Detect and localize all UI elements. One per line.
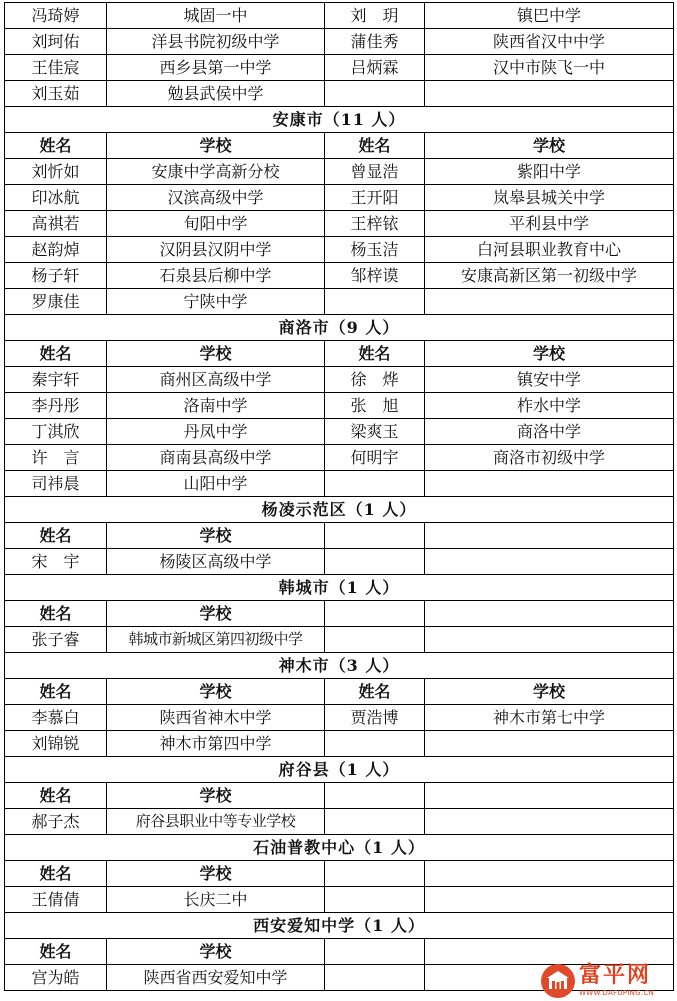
school-name-cell	[425, 81, 674, 107]
student-name-cell	[325, 627, 425, 653]
column-header-row	[5, 783, 674, 809]
section-title-row	[5, 913, 674, 939]
section-title: 石油普教中心（1 人）	[5, 835, 674, 861]
section-title-row	[5, 497, 674, 523]
student-name-cell: 宫为皓	[5, 965, 107, 991]
empty-header-cell	[325, 783, 425, 809]
school-name-cell: 杨陵区高级中学	[107, 549, 325, 575]
school-name-cell: 神木市第四中学	[107, 731, 325, 757]
section-title-row	[5, 835, 674, 861]
column-header-row	[5, 939, 674, 965]
school-name-cell: 汉滨高级中学	[107, 185, 325, 211]
section-title-row	[5, 315, 674, 341]
table-row	[5, 705, 674, 731]
student-name-cell: 王开阳	[325, 185, 425, 211]
student-name-cell	[325, 81, 425, 107]
table-row	[5, 445, 674, 471]
school-name-cell	[425, 471, 674, 497]
student-name-cell	[325, 809, 425, 835]
student-name-cell: 郝子杰	[5, 809, 107, 835]
column-header-row	[5, 133, 674, 159]
school-name-cell: 陕西省汉中中学	[425, 29, 674, 55]
school-column-header: 学校	[107, 679, 325, 705]
school-name-cell: 韩城市新城区第四初级中学	[107, 627, 325, 653]
watermark-logo-icon	[541, 964, 575, 998]
section-title: 西安爱知中学（1 人）	[5, 913, 674, 939]
column-header-row	[5, 341, 674, 367]
table-row	[5, 159, 674, 185]
school-column-header: 学校	[425, 679, 674, 705]
school-name-cell: 神木市第七中学	[425, 705, 674, 731]
student-name-cell: 何明宇	[325, 445, 425, 471]
student-name-cell: 秦宇轩	[5, 367, 107, 393]
empty-header-cell	[425, 783, 674, 809]
student-name-cell	[325, 887, 425, 913]
school-name-cell	[425, 289, 674, 315]
school-name-cell: 岚皋县城关中学	[425, 185, 674, 211]
school-column-header: 学校	[425, 341, 674, 367]
school-column-header: 学校	[107, 861, 325, 887]
column-header-row	[5, 601, 674, 627]
student-name-cell: 司祎晨	[5, 471, 107, 497]
section-title: 杨凌示范区（1 人）	[5, 497, 674, 523]
student-name-cell: 张 旭	[325, 393, 425, 419]
school-name-cell: 紫阳中学	[425, 159, 674, 185]
student-name-cell: 刘 玥	[325, 3, 425, 29]
empty-header-cell	[325, 861, 425, 887]
school-name-cell	[425, 549, 674, 575]
student-name-cell	[325, 731, 425, 757]
name-column-header: 姓名	[5, 939, 107, 965]
table-row	[5, 627, 674, 653]
empty-header-cell	[425, 939, 674, 965]
student-name-cell: 印冰航	[5, 185, 107, 211]
school-name-cell: 白河县职业教育中心	[425, 237, 674, 263]
student-name-cell: 刘锦锐	[5, 731, 107, 757]
name-column-header: 姓名	[5, 783, 107, 809]
table-row	[5, 887, 674, 913]
school-name-cell: 商州区高级中学	[107, 367, 325, 393]
school-name-cell	[425, 731, 674, 757]
student-name-cell: 梁爽玉	[325, 419, 425, 445]
column-header-row	[5, 523, 674, 549]
name-column-header: 姓名	[5, 679, 107, 705]
empty-header-cell	[425, 861, 674, 887]
school-name-cell: 旬阳中学	[107, 211, 325, 237]
school-name-cell: 石泉县后柳中学	[107, 263, 325, 289]
school-name-cell	[425, 887, 674, 913]
student-name-cell: 吕炳霖	[325, 55, 425, 81]
school-column-header: 学校	[107, 601, 325, 627]
school-name-cell: 长庆二中	[107, 887, 325, 913]
section-title: 安康市（11 人）	[5, 107, 674, 133]
student-name-cell: 杨玉洁	[325, 237, 425, 263]
student-name-cell: 高祺若	[5, 211, 107, 237]
column-header-row	[5, 861, 674, 887]
school-column-header: 学校	[107, 341, 325, 367]
school-name-cell: 商南县高级中学	[107, 445, 325, 471]
school-name-cell: 汉中市陕飞一中	[425, 55, 674, 81]
student-name-cell: 徐 烨	[325, 367, 425, 393]
student-name-cell: 曾显浩	[325, 159, 425, 185]
section-title-row	[5, 107, 674, 133]
section-title: 韩城市（1 人）	[5, 575, 674, 601]
empty-header-cell	[425, 523, 674, 549]
student-name-cell: 李丹彤	[5, 393, 107, 419]
school-name-cell: 汉阴县汉阴中学	[107, 237, 325, 263]
name-column-header: 姓名	[5, 523, 107, 549]
table-row	[5, 55, 674, 81]
table-row	[5, 393, 674, 419]
student-name-cell: 许 言	[5, 445, 107, 471]
watermark-url: WWW.DAFUPING.CN	[579, 989, 655, 997]
school-name-cell: 商洛中学	[425, 419, 674, 445]
section-title: 商洛市（9 人）	[5, 315, 674, 341]
section-title-row	[5, 757, 674, 783]
empty-header-cell	[325, 601, 425, 627]
student-name-cell: 赵韵焯	[5, 237, 107, 263]
table-row	[5, 367, 674, 393]
school-name-cell: 商洛市初级中学	[425, 445, 674, 471]
school-name-cell	[425, 627, 674, 653]
table-row	[5, 263, 674, 289]
award-list-body	[5, 3, 674, 991]
student-name-cell: 罗康佳	[5, 289, 107, 315]
school-name-cell: 丹凤中学	[107, 419, 325, 445]
school-column-header: 学校	[107, 939, 325, 965]
school-name-cell: 城固一中	[107, 3, 325, 29]
column-header-row	[5, 679, 674, 705]
school-name-cell: 洛南中学	[107, 393, 325, 419]
student-name-cell	[325, 471, 425, 497]
school-name-cell: 西乡县第一中学	[107, 55, 325, 81]
student-name-cell: 邹梓谟	[325, 263, 425, 289]
table-row	[5, 3, 674, 29]
school-column-header: 学校	[107, 783, 325, 809]
site-watermark	[541, 963, 673, 999]
award-list-table	[4, 2, 674, 991]
student-name-cell: 王佳宸	[5, 55, 107, 81]
student-name-cell	[325, 549, 425, 575]
table-row	[5, 419, 674, 445]
student-name-cell: 刘忻如	[5, 159, 107, 185]
school-name-cell: 陕西省神木中学	[107, 705, 325, 731]
student-name-cell	[325, 289, 425, 315]
school-name-cell: 安康高新区第一初级中学	[425, 263, 674, 289]
empty-header-cell	[425, 601, 674, 627]
school-name-cell: 山阳中学	[107, 471, 325, 497]
school-name-cell: 镇巴中学	[425, 3, 674, 29]
school-name-cell: 安康中学高新分校	[107, 159, 325, 185]
name-column-header: 姓名	[5, 341, 107, 367]
student-name-cell: 宋 宇	[5, 549, 107, 575]
section-title-row	[5, 653, 674, 679]
school-name-cell: 平利县中学	[425, 211, 674, 237]
section-title: 府谷县（1 人）	[5, 757, 674, 783]
table-row	[5, 549, 674, 575]
school-name-cell: 柞水中学	[425, 393, 674, 419]
school-name-cell: 镇安中学	[425, 367, 674, 393]
school-column-header: 学校	[107, 523, 325, 549]
table-row	[5, 289, 674, 315]
school-column-header: 学校	[107, 133, 325, 159]
school-name-cell: 府谷县职业中等专业学校	[107, 809, 325, 835]
student-name-cell: 蒲佳秀	[325, 29, 425, 55]
award-list-sheet	[4, 2, 673, 991]
table-row	[5, 809, 674, 835]
name-column-header: 姓名	[325, 133, 425, 159]
student-name-cell: 贾浩博	[325, 705, 425, 731]
table-row	[5, 81, 674, 107]
student-name-cell: 冯琦婷	[5, 3, 107, 29]
student-name-cell: 刘珂佑	[5, 29, 107, 55]
school-name-cell: 勉县武侯中学	[107, 81, 325, 107]
table-row	[5, 185, 674, 211]
table-row	[5, 237, 674, 263]
student-name-cell: 张子睿	[5, 627, 107, 653]
student-name-cell: 丁淇欣	[5, 419, 107, 445]
name-column-header: 姓名	[5, 861, 107, 887]
school-column-header: 学校	[425, 133, 674, 159]
school-name-cell: 宁陕中学	[107, 289, 325, 315]
section-title: 神木市（3 人）	[5, 653, 674, 679]
section-title-row	[5, 575, 674, 601]
name-column-header: 姓名	[325, 679, 425, 705]
student-name-cell	[325, 965, 425, 991]
student-name-cell: 李慕白	[5, 705, 107, 731]
table-row	[5, 471, 674, 497]
table-row	[5, 211, 674, 237]
table-row	[5, 731, 674, 757]
empty-header-cell	[325, 939, 425, 965]
student-name-cell: 刘玉茹	[5, 81, 107, 107]
student-name-cell: 王倩倩	[5, 887, 107, 913]
student-name-cell: 王梓铱	[325, 211, 425, 237]
name-column-header: 姓名	[5, 601, 107, 627]
student-name-cell: 杨子轩	[5, 263, 107, 289]
name-column-header: 姓名	[5, 133, 107, 159]
table-row	[5, 29, 674, 55]
school-name-cell: 陕西省西安爱知中学	[107, 965, 325, 991]
name-column-header: 姓名	[325, 341, 425, 367]
empty-header-cell	[325, 523, 425, 549]
school-name-cell	[425, 809, 674, 835]
school-name-cell: 洋县书院初级中学	[107, 29, 325, 55]
watermark-brand: 富平网	[579, 963, 652, 988]
